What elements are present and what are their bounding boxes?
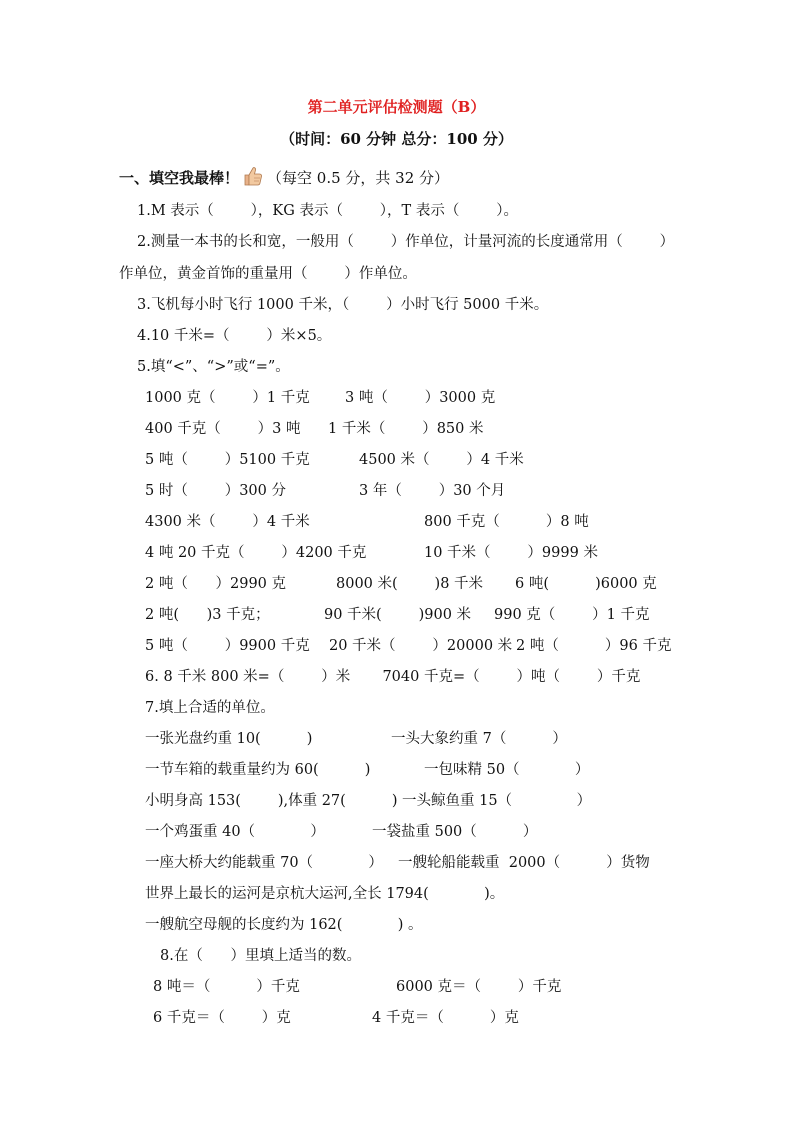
q5-item: 5 吨（ ）5100 千克 bbox=[145, 452, 310, 468]
q5-item: 6 吨( )6000 克 bbox=[515, 576, 657, 592]
question-2-line-1: 2.测量一本书的长和宽，一般用（ ）作单位，计量河流的长度通常用（ ） bbox=[137, 234, 675, 250]
q8-item: 6000 克＝（ ）千克 bbox=[396, 979, 562, 995]
question-7: 7.填上合适的单位。 bbox=[145, 700, 275, 716]
page-title: 第二单元评估检测题（B） bbox=[307, 98, 486, 116]
q8-item: 6 千克＝（ ）克 bbox=[153, 1010, 291, 1026]
q7-item: 一座大桥大约能载重 70（ ） bbox=[145, 855, 383, 871]
q5-item: 10 千米（ ）9999 米 bbox=[424, 545, 598, 561]
q5-item: 800 千克（ ）8 吨 bbox=[424, 514, 589, 530]
question-1: 1.M 表示（ ），KG 表示（ ），T 表示（ ）。 bbox=[137, 203, 518, 219]
q5-item: 1 千米（ ）850 米 bbox=[328, 421, 484, 437]
q5-item: 990 克（ ）1 千克 bbox=[494, 607, 650, 623]
q5-item: 4500 米（ ）4 千米 bbox=[359, 452, 524, 468]
q7-item: 一袋盐重 500（ ） bbox=[372, 824, 538, 840]
q5-item: 90 千米( )900 米 bbox=[324, 607, 472, 623]
q5-item: 5 吨（ ）9900 千克 bbox=[145, 638, 310, 654]
section-note: （每空 0.5 分，共 32 分） bbox=[267, 169, 450, 187]
q7-item: 一张光盘约重 10( ) bbox=[145, 731, 313, 747]
question-3: 3.飞机每小时飞行 1000 千米，（ ）小时飞行 5000 千米。 bbox=[137, 297, 549, 313]
q5-item: 1000 克（ ）1 千克 bbox=[145, 390, 310, 406]
q8-item: 8 吨＝（ ）千克 bbox=[153, 979, 300, 995]
question-4: 4.10 千米=（ ）米×5。 bbox=[137, 328, 332, 344]
q5-item: 4300 米（ ）4 千米 bbox=[145, 514, 310, 530]
q7-item: 一艘航空母舰的长度约为 162( ) 。 bbox=[145, 917, 423, 933]
thumbs-up-icon bbox=[242, 165, 264, 191]
section-heading bbox=[119, 165, 449, 191]
q7-item: 一包味精 50（ ） bbox=[424, 762, 590, 778]
q7-item: 一头大象约重 7（ ） bbox=[391, 731, 567, 747]
q7-item: 小明身高 153( ),体重 27( ) bbox=[145, 793, 398, 809]
page-subtitle: （时间：60 分钟 总分：100 分） bbox=[280, 130, 513, 148]
question-6: 6. 8 千米 800 米=（ ）米 7040 千克=（ ）吨（ ）千克 bbox=[145, 669, 641, 685]
q8-item: 4 千克＝（ ）克 bbox=[372, 1010, 519, 1026]
q7-item: 一艘轮船能载重 2000（ ）货物 bbox=[398, 855, 650, 871]
q5-item: 2 吨（ ）96 千克 bbox=[516, 638, 672, 654]
q7-item: 一个鸡蛋重 40（ ） bbox=[145, 824, 325, 840]
q5-item: 20 千米（ ）20000 米 bbox=[329, 638, 513, 654]
section-heading-text: 一、填空我最棒！ bbox=[119, 169, 240, 187]
question-2-line-2: 作单位，黄金首饰的重量用（ ）作单位。 bbox=[119, 266, 417, 282]
q5-item: 5 时（ ）300 分 bbox=[145, 483, 286, 499]
question-5: 5.填“<”、“>”或“=”。 bbox=[137, 359, 290, 375]
q7-item: 一节车箱的载重量约为 60( ) bbox=[145, 762, 371, 778]
q5-item: 8000 米( )8 千米 bbox=[336, 576, 484, 592]
q5-item: 3 吨（ ）3000 克 bbox=[345, 390, 496, 406]
q5-item: 400 千克（ ）3 吨 bbox=[145, 421, 301, 437]
question-8: 8.在（ ）里填上适当的数。 bbox=[160, 948, 361, 964]
q5-item: 2 吨( )3 千克； bbox=[145, 607, 270, 623]
q7-item: 世界上最长的运河是京杭大运河,全长 1794( )。 bbox=[145, 886, 505, 902]
q7-item: 一头鲸鱼重 15（ ） bbox=[402, 793, 592, 809]
q5-item: 2 吨（ ）2990 克 bbox=[145, 576, 286, 592]
q5-item: 3 年（ ）30 个月 bbox=[359, 483, 506, 499]
q5-item: 4 吨 20 千克（ ）4200 千克 bbox=[145, 545, 367, 561]
